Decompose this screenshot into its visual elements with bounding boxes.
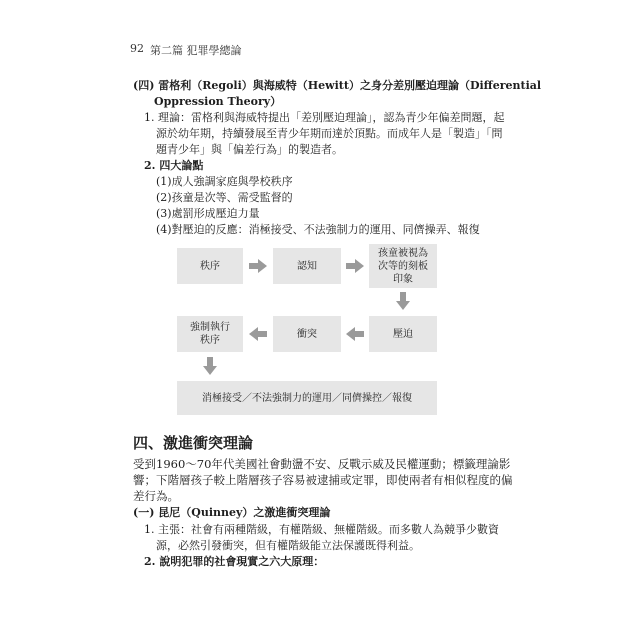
six-principles-heading: 2. 說明犯罪的社會現實之六大原理：: [144, 555, 325, 568]
box-oppression-label: 壓迫: [393, 328, 413, 340]
box-cognition-label: 認知: [297, 260, 317, 272]
claim-line-1: 1. 主張：社會有兩種階級，有權階級、無權階級。而多數人為競爭少數資: [144, 523, 499, 536]
point-2: (2)孩童是次等、需受監督的: [156, 191, 293, 204]
arrow-right-icon: [346, 259, 364, 273]
box-order-label: 秩序: [200, 260, 220, 272]
box-conflict-label: 衝突: [297, 328, 317, 340]
theory-line-2: 源於幼年期，持續發展至青少年期而達於頂點。而成年人是「製造」「問: [156, 127, 503, 140]
arrow-down-icon: [203, 357, 217, 375]
subsection-heading: (四) 雷格利（Regoli）與海威特（Hewitt）之身分差別壓迫理論（Differential: [133, 79, 542, 92]
intro-line-3: 差行為。: [133, 489, 179, 503]
theory-line-1: 1. 理論：雷格利與海威特提出「差別壓迫理論」，認為青少年偏差問題，起: [144, 111, 505, 124]
box-enforce: [177, 316, 243, 352]
arrow-right-icon: [249, 259, 267, 273]
arrow-down-icon: [396, 292, 410, 310]
quinney-heading: (一) 昆尼（Quinney）之激進衝突理論: [133, 506, 331, 519]
box-result: [177, 381, 437, 415]
box-inferior-line-3: 印象: [393, 273, 413, 285]
box-inferior-line-2: 次等的刻板: [378, 260, 428, 272]
box-oppression: [369, 316, 437, 352]
box-cognition: [273, 248, 341, 284]
box-enforce-label: [190, 321, 230, 347]
intro-line-1: 受到1960～70年代美國社會動盪不安、反戰示威及民權運動；標籤理論影: [133, 457, 511, 471]
arrow-left-icon: [346, 327, 364, 341]
theory-line-3: 題青少年」與「偏差行為」的製造者。: [156, 143, 343, 156]
page-number: 92: [130, 42, 144, 55]
box-inferior-line-1: 孩童被視為: [378, 247, 428, 259]
box-inferior: [369, 244, 437, 288]
intro-line-2: 響；下階層孩子較上階層孩子容易被逮捕或定罪，即使兩者有相似程度的偏: [133, 473, 513, 487]
chapter-title: 第二篇 犯罪學總論: [150, 44, 242, 57]
arrow-left-icon: [249, 327, 267, 341]
point-1: (1)成人強調家庭與學校秩序: [156, 175, 293, 188]
subsection-heading-cont: Oppression Theory）: [154, 95, 282, 108]
point-4: (4)對壓迫的反應：消極接受、不法強制力的運用、同儕操弄、報復: [156, 223, 480, 236]
points-title: 2. 四大論點: [144, 159, 204, 172]
box-conflict: [273, 316, 341, 352]
section-title: 四、激進衝突理論: [133, 434, 254, 452]
box-inferior-label: [378, 247, 428, 286]
box-order: [177, 248, 243, 284]
point-3: (3)處罰形成壓迫力量: [156, 207, 260, 220]
claim-line-2: 源，必然引發衝突，但有權階級能立法保護既得利益。: [156, 539, 420, 552]
box-enforce-line-1: 強制執行: [190, 322, 230, 333]
box-result-label: 消極接受／不法強制力的運用／同儕操控／報復: [202, 392, 412, 404]
box-enforce-line-2: 秩序: [200, 335, 220, 346]
